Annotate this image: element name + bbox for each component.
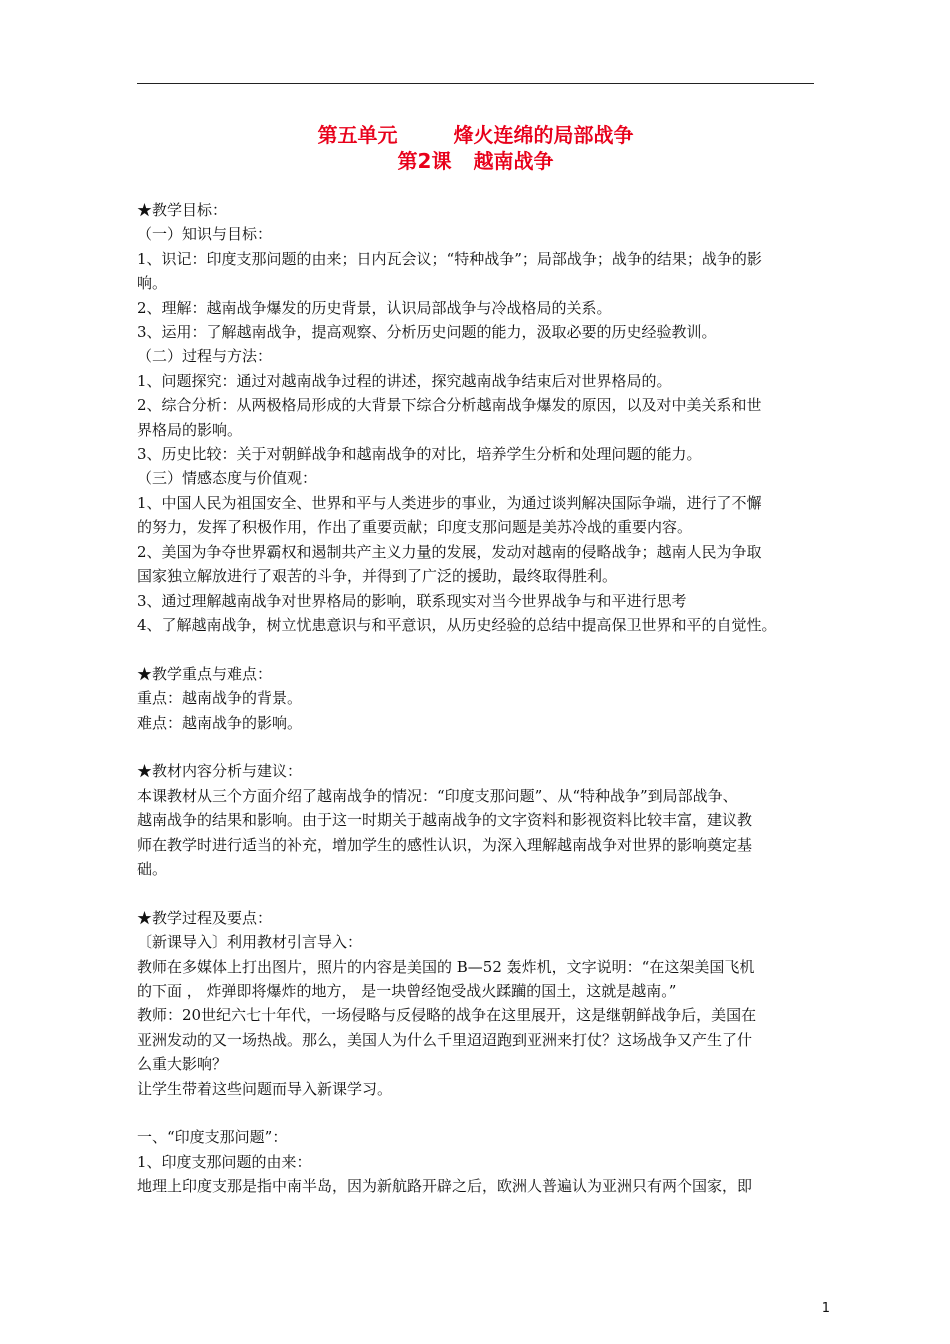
blank-line	[137, 637, 827, 661]
text-line: ★教学过程及要点：	[137, 908, 273, 927]
text-line: 么重大影响？	[137, 1055, 228, 1074]
text-line: 2、美国为争夺世界霸权和遏制共产主义力量的发展，发动对越南的侵略战争；越南人民为争取	[137, 542, 762, 561]
blank-line	[137, 735, 827, 759]
text-line: 1、问题探究：通过对越南战争过程的讲述，探究越南战争结束后对世界格局的。	[137, 371, 672, 390]
text-line: 3、历史比较：关于对朝鲜战争和越南战争的对比，培养学生分析和处理问题的能力。	[137, 445, 702, 464]
text-line: ★教学目标：	[137, 201, 228, 219]
text-line: 难点：越南战争的影响。	[137, 713, 303, 732]
header-rule	[137, 83, 814, 84]
text-line: 的努力，发挥了积极作用，作出了重要贡献；印度支那问题是美苏冷战的重要内容。	[137, 518, 693, 537]
text-line: （三）情感态度与价值观：	[137, 469, 318, 488]
text-line: 重点：越南战争的背景。	[137, 689, 303, 708]
text-line: 础。	[137, 859, 168, 878]
text-line: ★教学重点与难点：	[137, 664, 273, 683]
text-line: 的下面 ， 炸弹即将爆炸的地方， 是一块曾经饱受战火蹂躏的国土，这就是越南。”	[137, 981, 677, 1000]
text-line: 2、理解：越南战争爆发的历史背景，认识局部战争与冷战格局的关系。	[137, 298, 612, 317]
text-line: 4、了解越南战争，树立忧患意识与和平意识，从历史经验的总结中提高保卫世界和平的自觉性。	[137, 615, 777, 634]
text-line: 2、综合分析：从两极格局形成的大背景下综合分析越南战争爆发的原因，以及对中美关系和世	[137, 396, 762, 415]
text-line: 让学生带着这些问题而导入新课学习。	[137, 1079, 393, 1098]
text-line: 师在教学时进行适当的补充，增加学生的感性认识，为深入理解越南战争对世界的影响奠定基	[137, 835, 753, 854]
text-line: 越南战争的结果和影响。由于这一时期关于越南战争的文字资料和影视资料比较丰富，建议教	[137, 811, 753, 830]
blank-line	[137, 1101, 827, 1125]
text-line: 教师：20世纪六七十年代，一场侵略与反侵略的战争在这里展开，这是继朝鲜战争后，美国在	[137, 1006, 757, 1025]
text-line: （一）知识与目标：	[137, 225, 273, 244]
text-line: 响。	[137, 274, 168, 293]
unit-title	[137, 123, 814, 147]
text-line: 〔新课导入〕利用教材引言导入：	[137, 933, 363, 952]
unit-label: 第五单元	[317, 123, 398, 147]
page-number: 1	[821, 1301, 830, 1316]
document-body	[137, 198, 827, 1199]
unit-name: 烽火连绵的局部战争	[453, 123, 634, 147]
text-line: 本课教材从三个方面介绍了越南战争的情况：“印度支那问题”、从“特种战争”到局部战争、	[137, 786, 738, 805]
text-line: 地理上印度支那是指中南半岛，因为新航路开辟之后，欧洲人普遍认为亚洲只有两个国家，即	[137, 1177, 753, 1196]
text-line: 教师在多媒体上打出图片，照片的内容是美国的 B—52 轰炸机，文字说明：“在这架美国飞机	[137, 957, 755, 976]
text-line: ★教材内容分析与建议：	[137, 762, 303, 781]
lesson-title	[137, 149, 814, 173]
text-line: 3、运用：了解越南战争，提高观察、分析历史问题的能力，汲取必要的历史经验教训。	[137, 323, 717, 342]
lesson-label: 第2课	[397, 149, 452, 173]
text-line: （二）过程与方法：	[137, 347, 273, 366]
text-line: 亚洲发动的又一场热战。那么，美国人为什么千里迢迢跑到亚洲来打仗？这场战争又产生了什	[137, 1030, 753, 1049]
text-line: 国家独立解放进行了艰苦的斗争，并得到了广泛的援助，最终取得胜利。	[137, 567, 618, 586]
text-line: 1、中国人民为祖国安全、世界和平与人类进步的事业，为通过谈判解决国际争端，进行了不懈	[137, 493, 762, 512]
lesson-name: 越南战争	[473, 149, 554, 173]
text-line: 1、识记：印度支那问题的由来；日内瓦会议；“特种战争”；局部战争；战争的结果；战争的影	[137, 249, 762, 268]
text-line: 3、通过理解越南战争对世界格局的影响，联系现实对当今世界战争与和平进行思考	[137, 591, 687, 610]
text-line: 1、印度支那问题的由来：	[137, 1152, 312, 1171]
blank-line	[137, 881, 827, 905]
text-line: 界格局的影响。	[137, 420, 243, 439]
text-line: 一、“印度支那问题”：	[137, 1128, 288, 1147]
